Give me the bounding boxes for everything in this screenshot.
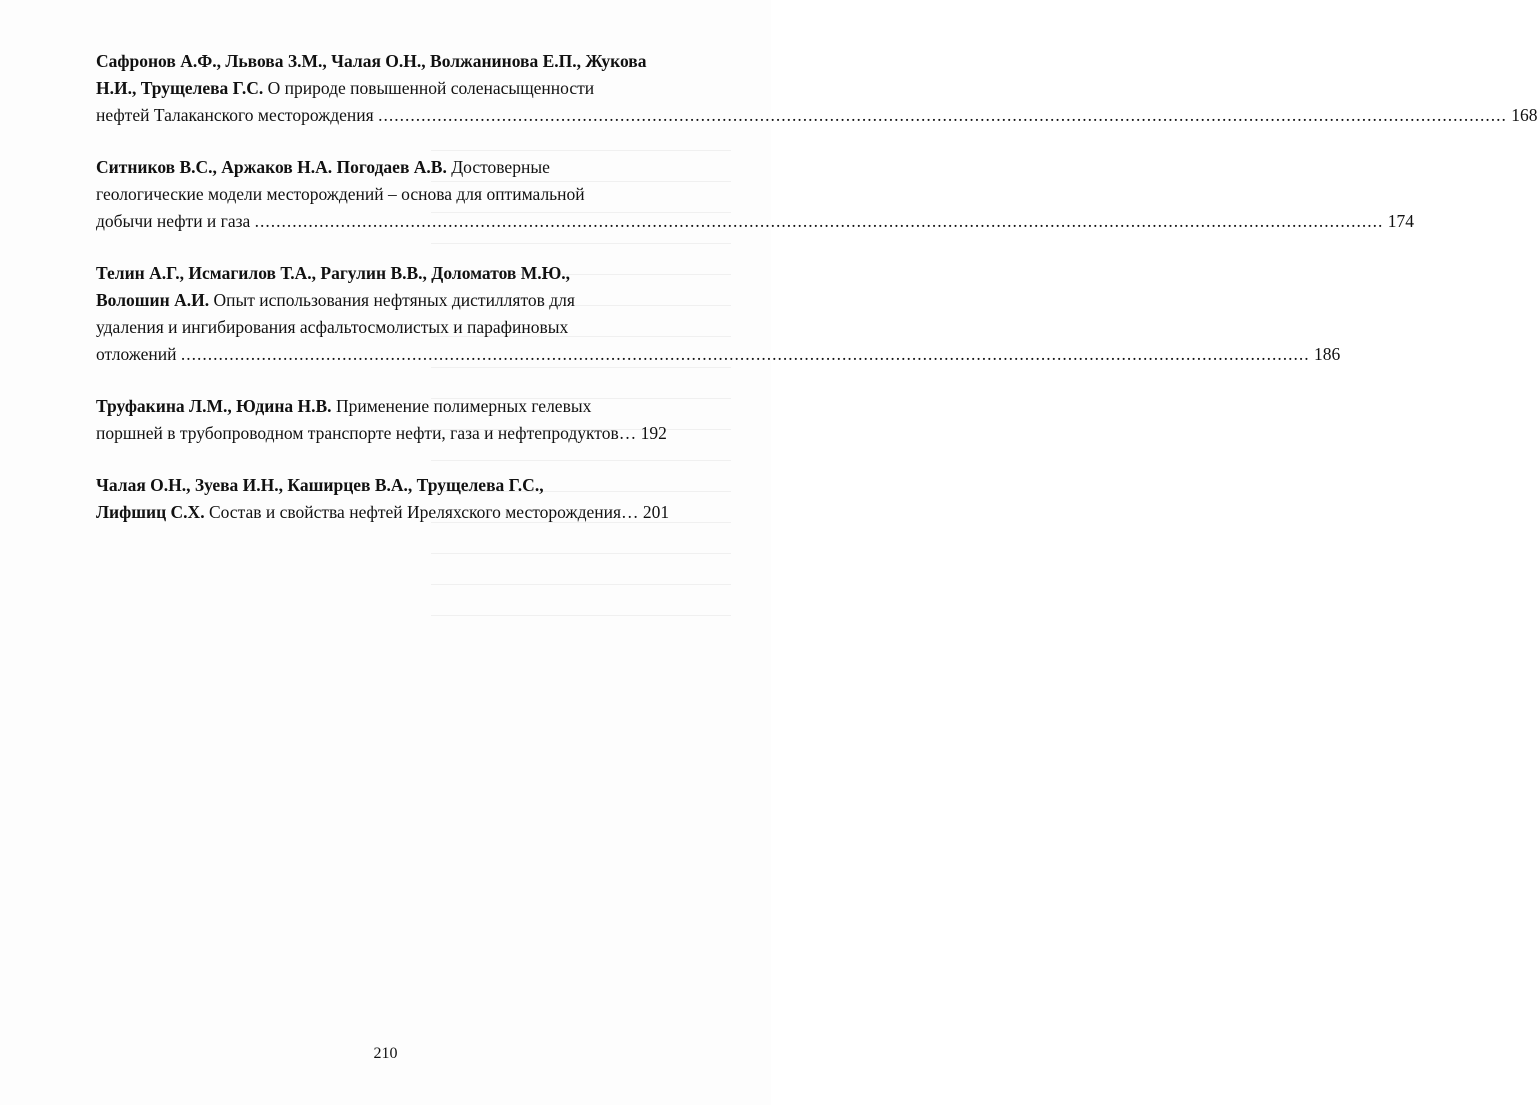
entry-title: Состав и свойства нефтей Иреляхского месторождения… [204, 502, 639, 522]
toc-entry [96, 393, 726, 447]
entry-title: поршней в трубопроводном транспорте нефти, газа и нефтепродуктов… [96, 423, 637, 443]
toc-line [96, 287, 726, 314]
toc-entry [96, 154, 1415, 235]
toc-line-with-page [96, 499, 726, 526]
toc-line [96, 75, 726, 102]
entry-title: О природе повышенной соленасыщенности [263, 78, 595, 98]
toc-line-with-page [96, 420, 726, 447]
toc-line-with-page [96, 102, 1537, 129]
page-number: 210 [373, 1045, 398, 1062]
toc-line [96, 314, 726, 341]
toc-line [96, 154, 726, 181]
toc-line [96, 260, 726, 287]
entry-title: удаления и ингибирования асфальтосмолистых и парафиновых [96, 317, 569, 337]
entry-authors: Чалая О.Н., Зуева И.Н., Каширцев В.А., Трущелева Г.С., [96, 475, 544, 495]
toc-line [96, 48, 726, 75]
toc-entry [96, 260, 1341, 368]
toc-line-with-page [96, 341, 1341, 368]
toc-line [96, 181, 726, 208]
dot-leader [378, 105, 1507, 125]
entry-title: геологические модели месторождений – основа для оптимальной [96, 184, 585, 204]
toc-entry [96, 48, 1537, 129]
entry-title: Достоверные [446, 157, 550, 177]
toc-line [96, 472, 726, 499]
entry-authors: Волошин А.И. [96, 290, 210, 310]
entry-authors: Телин А.Г., Исмагилов Т.А., Рагулин В.В., Доломатов М.Ю., [96, 263, 571, 283]
entry-title: нефтей Талаканского месторождения [96, 105, 374, 125]
toc-entry [96, 472, 726, 526]
entry-title: Применение полимерных гелевых [331, 396, 592, 416]
entry-authors: Н.И., Трущелева Г.С. [96, 78, 264, 98]
entry-page-number: 201 [642, 502, 670, 522]
entry-page-number: 168 [1511, 105, 1537, 125]
entry-title: отложений [96, 344, 177, 364]
entry-authors: Труфакина Л.М., Юдина Н.В. [96, 396, 332, 416]
dot-leader [255, 211, 1384, 231]
toc-line-text [96, 502, 639, 522]
toc-line [96, 393, 726, 420]
entry-page-number: 186 [1314, 344, 1341, 364]
table-of-contents [96, 48, 1537, 551]
entry-page-number: 174 [1387, 211, 1415, 231]
dot-leader [181, 344, 1310, 364]
entry-title: добычи нефти и газа [96, 211, 251, 231]
entry-authors: Лифшиц С.Х. [96, 502, 205, 522]
entry-authors: Сафронов А.Ф., Львова З.М., Чалая О.Н., Волжанинова Е.П., Жукова [96, 51, 647, 71]
entry-title: Опыт использования нефтяных дистиллятов для [209, 290, 575, 310]
entry-page-number: 192 [640, 423, 667, 443]
toc-line-with-page [96, 208, 1415, 235]
entry-authors: Ситников В.С., Аржаков Н.А. Погодаев А.В. [96, 157, 447, 177]
